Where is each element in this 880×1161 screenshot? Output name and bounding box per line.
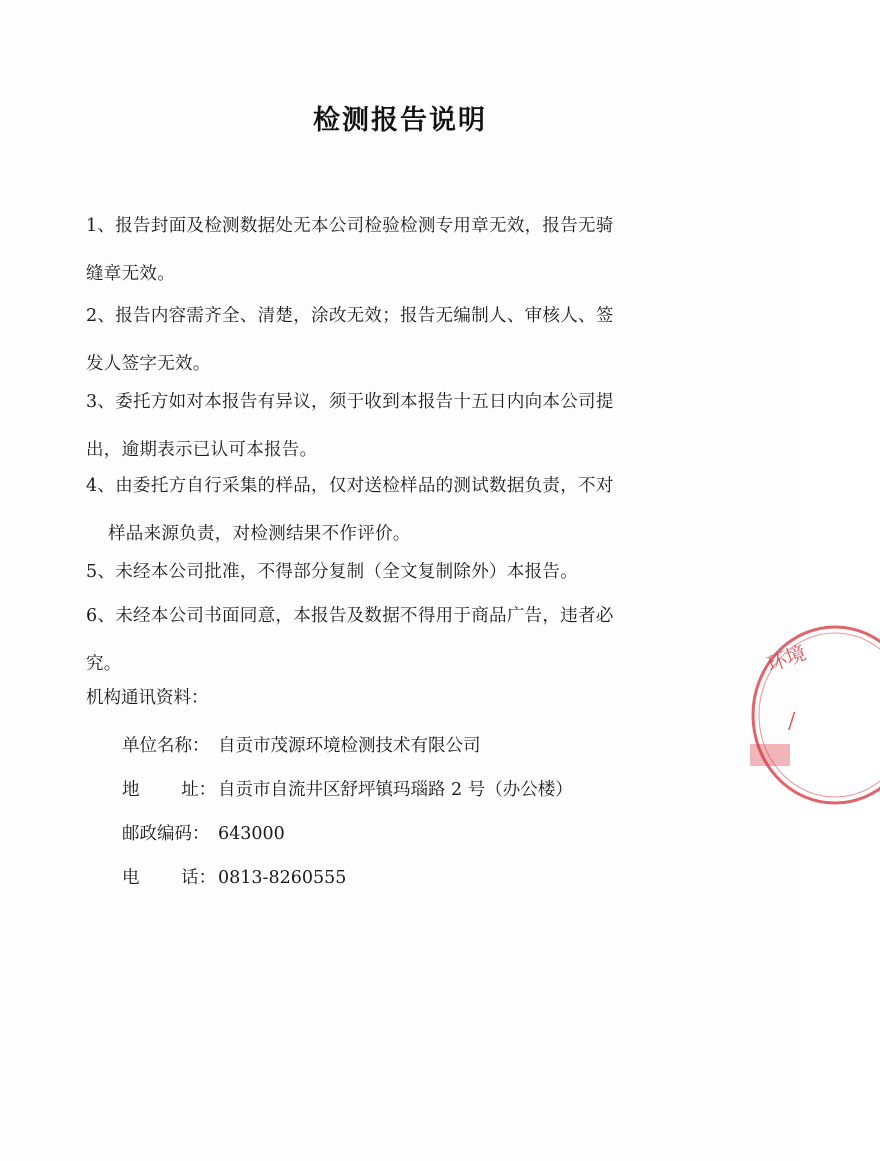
page-title: 检测报告说明 (313, 105, 487, 136)
clause-3-line-2: 出，逾期表示已认可本报告。 (86, 440, 318, 460)
clause-4 (86, 462, 676, 558)
contact-phone-row (122, 854, 346, 902)
address-label: 地 址： (122, 780, 217, 800)
clause-3-line-1: 3、委托方如对本报告有异议，须于收到本报告十五日内向本公司提 (86, 392, 614, 412)
clause-1-line-2: 缝章无效。 (86, 264, 175, 284)
contact-unit-row (122, 722, 481, 770)
unit-value: 自贡市茂源环境检测技术有限公司 (218, 736, 481, 756)
address-value: 自贡市自流井区舒坪镇玛瑙路 2 号（办公楼） (218, 780, 573, 800)
clause-6-line-2: 究。 (86, 654, 122, 674)
phone-label: 电 话： (122, 868, 217, 888)
svg-text:∕: ∕ (788, 709, 796, 734)
clause-4-line-1: 4、由委托方自行采集的样品，仅对送检样品的测试数据负责，不对 (86, 476, 614, 496)
unit-label: 单位名称： (122, 736, 210, 756)
clause-1-line-1: 1、报告封面及检测数据处无本公司检验检测专用章无效，报告无骑 (86, 216, 614, 236)
clause-5-line-1: 5、未经本公司批准，不得部分复制（全文复制除外）本报告。 (86, 562, 579, 582)
clause-2-line-2: 发人签字无效。 (86, 354, 211, 374)
clause-3 (86, 378, 676, 474)
contact-postcode-row (122, 810, 285, 858)
postcode-label: 邮政编码： (122, 824, 210, 844)
phone-value: 0813-8260555 (218, 868, 347, 888)
clause-6-line-1: 6、未经本公司书面同意，本报告及数据不得用于商品广告，违者必 (86, 606, 614, 626)
clause-5 (86, 548, 676, 596)
clause-1 (86, 202, 676, 298)
clause-4-line-2: 样品来源负责，对检测结果不作评价。 (108, 524, 411, 544)
svg-text:环境: 环境 (763, 640, 810, 677)
contact-address-row (122, 766, 573, 814)
company-seal-stamp (740, 620, 880, 810)
contact-heading: 机构通讯资料： (86, 688, 209, 708)
postcode-value: 643000 (218, 824, 285, 844)
clause-2-line-1: 2、报告内容需齐全、清楚，涂改无效；报告无编制人、审核人、签 (86, 306, 614, 326)
clause-2 (86, 292, 676, 388)
